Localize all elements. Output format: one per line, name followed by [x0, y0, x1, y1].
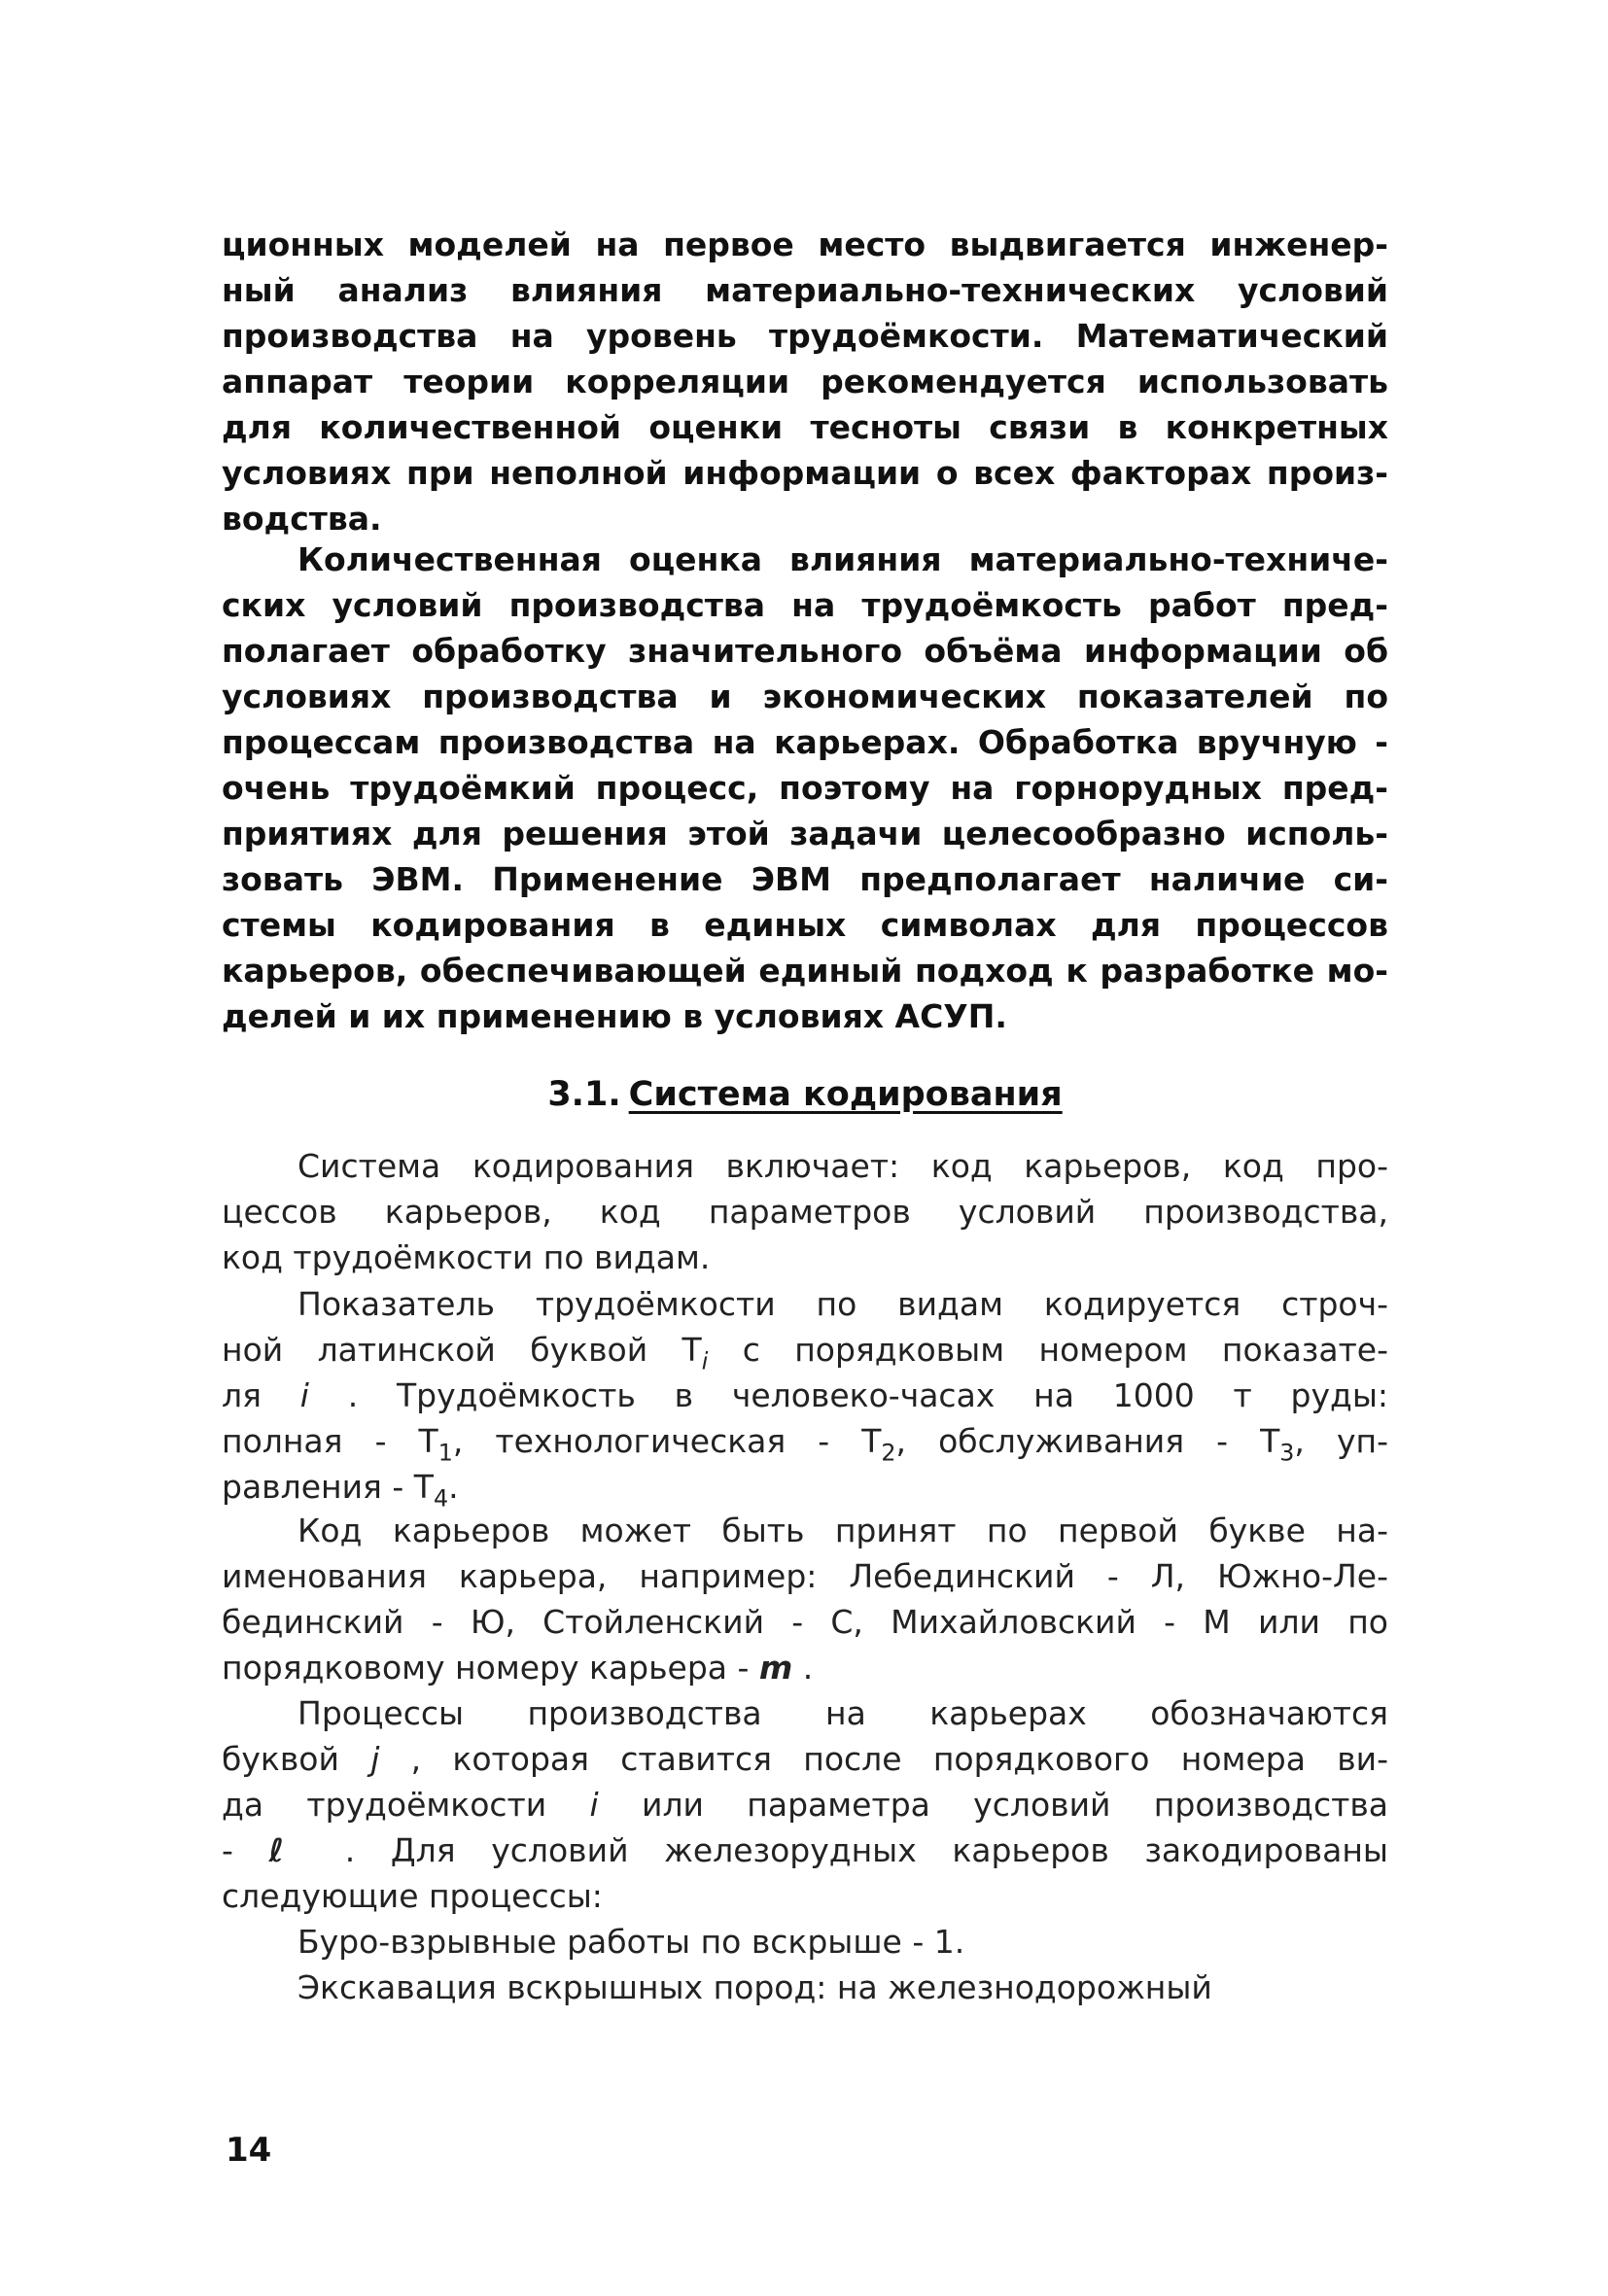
- text-fragment: ля: [222, 1376, 300, 1414]
- variable-symbol: m: [758, 1649, 793, 1687]
- text-fragment: ной латинской буквой Т: [222, 1331, 702, 1369]
- text-fragment: , технологическая - Т: [452, 1422, 882, 1460]
- text-line: процессам производства на карьерах. Обработка вручную -: [222, 723, 1388, 761]
- text-line: условиях производства и экономических показателей по: [222, 678, 1388, 715]
- text-fragment: , которая ставится после порядкового номера ви-: [379, 1740, 1388, 1778]
- text-line: [222, 1331, 1389, 1375]
- text-fragment: . Трудоёмкость в человеко-часах на 1000 т руды:: [308, 1376, 1388, 1414]
- list-item: Экскавация вскрышных пород: на железнодорожный: [297, 1968, 1212, 2006]
- variable-symbol: j: [370, 1740, 380, 1778]
- text-fragment: равления - Т: [222, 1468, 434, 1506]
- text-line: Система кодирования включает: код карьеров, код про-: [297, 1147, 1388, 1185]
- subscript: i: [701, 1347, 709, 1375]
- text-line: ционных моделей на первое место выдвигается инженер-: [222, 226, 1388, 263]
- text-line: делей и их применению в условиях АСУП.: [222, 997, 1007, 1035]
- variable-symbol: ℓ: [268, 1831, 310, 1869]
- text-line: [222, 1786, 1388, 1825]
- text-fragment: , обслуживания - Т: [895, 1422, 1280, 1460]
- text-line: ный анализ влияния материально-технических условий: [222, 271, 1388, 309]
- text-line: [222, 1422, 1388, 1467]
- text-line: [222, 1740, 1388, 1779]
- list-item: Буро-взрывные работы по вскрыше - 1.: [297, 1923, 965, 1961]
- subscript: 2: [881, 1439, 896, 1467]
- text-fragment: .: [448, 1468, 459, 1506]
- text-line: зовать ЭВМ. Применение ЭВМ предполагает наличие си-: [222, 860, 1388, 898]
- text-line: производства на уровень трудоёмкости. Математический: [222, 317, 1388, 355]
- text-line: цессов карьеров, код параметров условий производства,: [222, 1193, 1388, 1231]
- subscript: 3: [1279, 1439, 1295, 1467]
- subscript: 4: [433, 1484, 449, 1513]
- text-fragment: буквой: [222, 1740, 371, 1778]
- section-number: 3.1.: [547, 1075, 621, 1114]
- page-number: 14: [226, 2131, 272, 2170]
- text-line: Код карьеров может быть принят по первой букве на-: [297, 1512, 1388, 1549]
- subscript: 1: [437, 1439, 453, 1467]
- text-line: ских условий производства на трудоёмкость работ пред-: [222, 586, 1388, 624]
- text-line: Количественная оценка влияния материально-техниче-: [297, 540, 1388, 578]
- text-line: бединский - Ю, Стойленский - С, Михайловский - М или по: [222, 1603, 1388, 1641]
- text-line: водства.: [222, 500, 382, 538]
- text-line: карьеров, обеспечивающей единый подход к разработке мо-: [222, 952, 1388, 990]
- text-line: код трудоёмкости по видам.: [222, 1238, 711, 1276]
- text-line: Процессы производства на карьерах обозначаются: [297, 1694, 1388, 1732]
- text-fragment: да трудоёмкости: [222, 1786, 590, 1824]
- text-line: [222, 1649, 1388, 1687]
- text-line: для количественной оценки тесноты связи в конкретных: [222, 408, 1388, 446]
- text-line: аппарат теории корреляции рекомендуется использовать: [222, 363, 1388, 400]
- text-line: Показатель трудоёмкости по видам кодируется строч-: [297, 1285, 1388, 1323]
- section-title: Система кодирования: [628, 1075, 1063, 1114]
- text-fragment: . Для условий железорудных карьеров закодированы: [309, 1831, 1388, 1869]
- text-line: стемы кодирования в единых символах для процессов: [222, 906, 1388, 944]
- text-line: [222, 1831, 1388, 1870]
- text-line: полагает обработку значительного объёма информации об: [222, 632, 1388, 670]
- section-heading: [222, 1075, 1388, 1114]
- text-fragment: , уп-: [1294, 1422, 1388, 1460]
- text-line: [222, 1376, 1388, 1415]
- text-fragment: или параметра условий производства: [598, 1786, 1388, 1824]
- text-line: приятиях для решения этой задачи целесообразно исполь-: [222, 815, 1388, 852]
- text-fragment: .: [792, 1649, 814, 1687]
- text-line: [222, 1468, 1388, 1513]
- text-line: очень трудоёмкий процесс, поэтому на горнорудных пред-: [222, 769, 1388, 807]
- text-fragment: с порядковым номером показате-: [708, 1331, 1389, 1369]
- text-fragment: -: [222, 1831, 269, 1869]
- text-line: следующие процессы:: [222, 1877, 603, 1915]
- text-line: именования карьера, например: Лебединский - Л, Южно-Ле-: [222, 1557, 1388, 1595]
- variable-symbol: i: [299, 1376, 309, 1414]
- text-line: условиях при неполной информации о всех факторах произ-: [222, 454, 1388, 492]
- variable-symbol: i: [589, 1786, 599, 1824]
- text-fragment: полная - Т: [222, 1422, 438, 1460]
- text-fragment: порядковому номеру карьера -: [222, 1649, 759, 1687]
